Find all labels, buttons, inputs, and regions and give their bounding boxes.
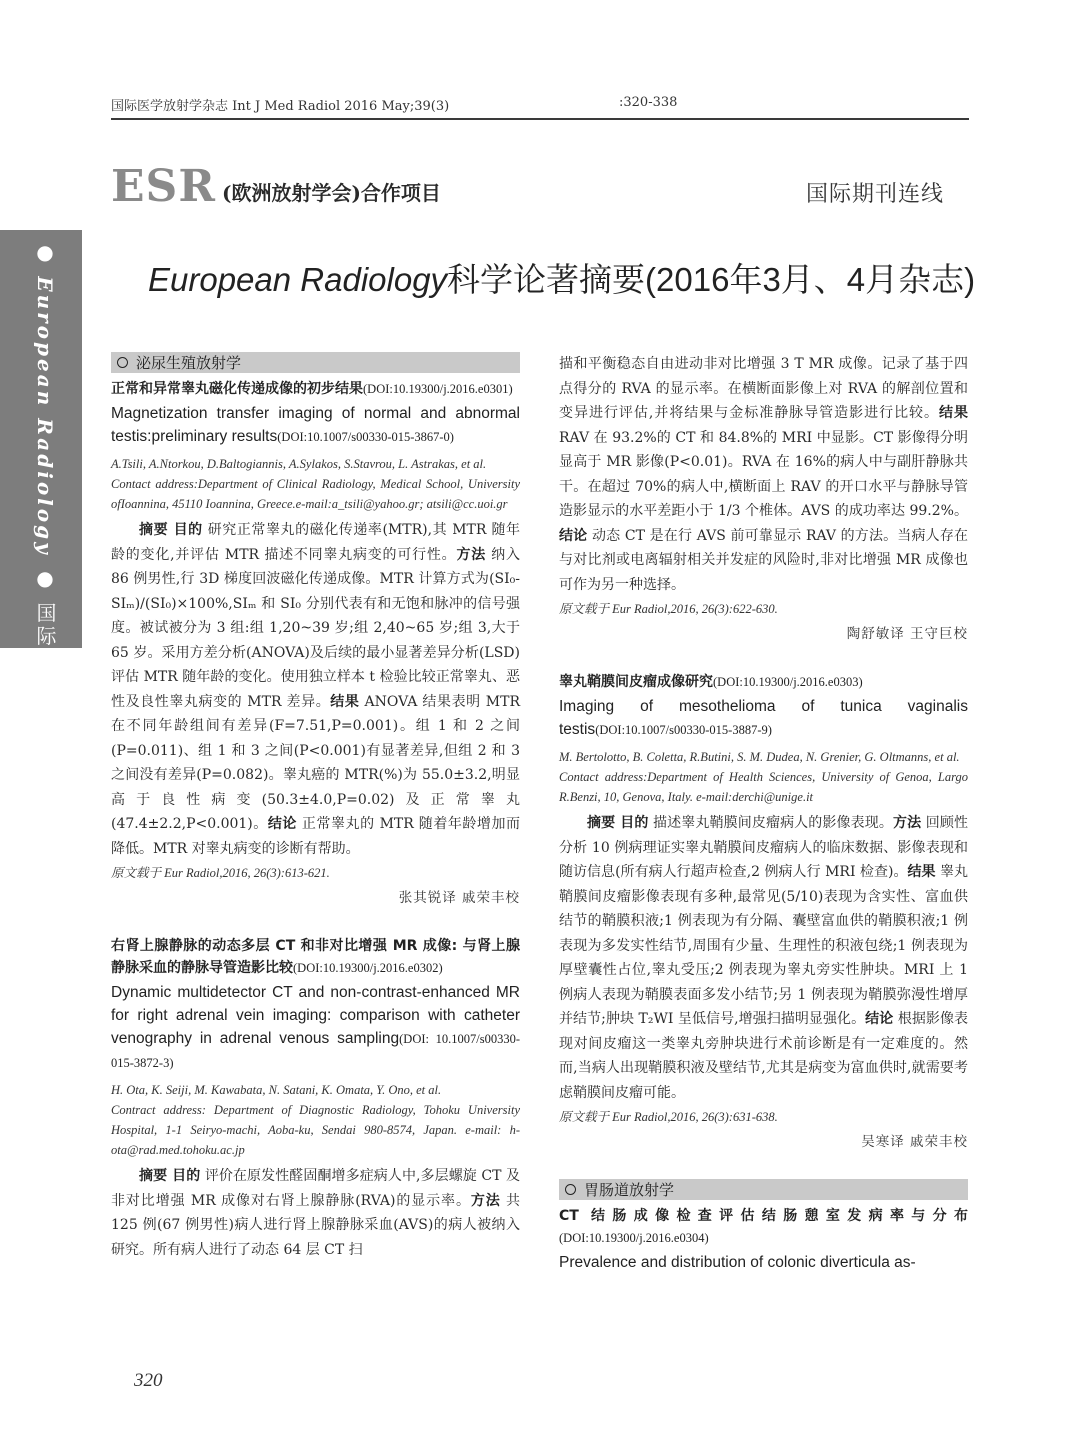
- circle-icon: [565, 1184, 576, 1195]
- article3-contact: Contact address:Department of Health Sciences, University of Genoa, Largo R.Benzi, 10, Genova, Italy. e-mail:derchi@unige.it: [559, 770, 968, 804]
- article3-doi-en: (DOI:10.1007/s00330-015-3887-9): [595, 723, 772, 737]
- article1-doi-zh: (DOI:10.19300/j.2016.e0301): [363, 382, 513, 396]
- article2-translator: 陶舒敏译 王守巨校: [846, 626, 968, 642]
- page-number: 320: [134, 1370, 163, 1391]
- page-title-italic: European Radiology: [148, 261, 448, 298]
- article1-doi-en: (DOI:10.1007/s00330-015-3867-0): [277, 430, 454, 444]
- article1-source: 原文载于 Eur Radiol,2016, 26(3):613-621.: [111, 866, 330, 880]
- article1-translator: 张其锐译 戚荣丰校: [398, 890, 520, 906]
- article1-contact: Contact address:Department of Clinical Radiology, Medical School, University ofIoannina, 45110 Ioannina, Greece.e-mail:a_tsili@yahoo.gr; atsili@cc.uoi.gr: [111, 477, 520, 511]
- circle-icon: [117, 357, 128, 368]
- article1-title-en: Magnetization transfer imaging of normal and abnormal testis:preliminary results(DOI:10.1007/s00330-015-3867-0): [111, 405, 520, 445]
- article1-abstract: 摘要 目的 研究正常睾丸的磁化传递率(MTR),其 MTR 随年龄的变化,并评估 MTR 描述不同睾丸病变的可行性。方法 纳入 86 例男性,行 3D 梯度回波磁化传递成像。MTR 计算方式为(SI₀-SIₘ)/(SI₀)×100%,SIₘ 和 SI₀ 分别代表有和无饱和脉冲的信号强度。被试被分为 3 组:组 1,20~39 岁;组 2,40~65 岁;组 3,大于 65 岁。采用方差分析(ANOVA)及后续的最小显著差异分析(LSD)评估 MTR 随年龄的变化。使用独立样本 t 检验比较正常睾丸、恶性及良性睾丸病变的 MTR 差异。结果 ANOVA 结果表明 MTR 在不同年龄组间有差异(F=7.51,P=0.001)。组 1 和 2 之间(P=0.011)、组 1 和 3 之间(P<0.001)有显著差异,但组 2 和 3 之间没有差异(P=0.082)。睾丸癌的 MTR(%)为 55.0±3.2,明显高于良性病变(50.3±4.0,P=0.02)及正常睾丸(47.4±2.2,P<0.001)。结论 正常睾丸的 MTR 随着年龄增加而降低。MTR 对睾丸病变的诊断有帮助。: [111, 522, 521, 857]
- article1-authors: A.Tsili, A.Ntorkou, D.Baltogiannis, A.Sylakos, S.Stavrou, L. Astrakas, et al.: [111, 457, 487, 471]
- article3-doi-zh: (DOI:10.19300/j.2016.e0303): [713, 675, 863, 689]
- section-header-urogenital: 泌尿生殖放射学: [111, 352, 520, 373]
- column-label: 国际期刊连线: [806, 182, 945, 207]
- page-title: [148, 254, 975, 301]
- esr-subtitle: (欧洲放射学会)合作项目: [222, 181, 441, 205]
- running-header: [111, 92, 969, 120]
- header-pages: :320-338: [619, 95, 678, 110]
- article2-title-en: Dynamic multidetector CT and non-contrast-enhanced MR for right adrenal vein imaging: comparison with catheter venography in adrenal venous sampling(DOI: 10.1007/s00330-015-3872-3): [111, 984, 521, 1070]
- article2-title-zh: 右肾上腺静脉的动态多层 CT 和非对比增强 MR 成像: 与肾上腺静脉采血的静脉导管造影比较(DOI:10.19300/j.2016.e0302): [111, 938, 520, 976]
- side-tab-zh: 国际期刊连线: [33, 602, 57, 741]
- article2-authors: H. Ota, K. Seiji, M. Kawabata, N. Satani, K. Omata, Y. Ono, et al.: [111, 1083, 442, 1097]
- esr-logo: ESR: [111, 161, 216, 212]
- right-column: [559, 352, 968, 1274]
- side-tab-en: European Radiology: [33, 276, 57, 557]
- article3-authors: M. Bertolotto, B. Coletta, R.Butini, S. M. Dudea, N. Grenier, G. Oltmanns, et al.: [559, 750, 960, 764]
- left-column: [111, 352, 520, 1262]
- article2-doi-en: (DOI: 10.1007/s00330-015-3872-3): [111, 1032, 521, 1070]
- article3-source: 原文载于 Eur Radiol,2016, 26(3):631-638.: [559, 1110, 778, 1124]
- article3-title-zh: 睾丸鞘膜间皮瘤成像研究(DOI:10.19300/j.2016.e0303): [559, 674, 863, 690]
- article2-contact: Contract address: Department of Diagnostic Radiology, Tohoku University Hospital, 1-1 Seiryo-machi, Aoba-ku, Sendai 980-8574, Japan. e-mail: h-ota@rad.med.tohoku.ac.jp: [111, 1103, 520, 1157]
- section-header-gastro: 胃肠道放射学: [559, 1179, 968, 1200]
- article3-title-en: Imaging of mesothelioma of tunica vaginalis testis(DOI:10.1007/s00330-015-3887-9): [559, 698, 968, 738]
- page-title-rest: 科学论著摘要(2016年3月、4月杂志): [447, 261, 976, 298]
- article4-title-zh: CT 结肠成像检查评估结肠憩室发病率与分布(DOI:10.19300/j.2016.e0304): [559, 1208, 968, 1245]
- article2-doi-zh: (DOI:10.19300/j.2016.e0302): [293, 961, 443, 975]
- article1-title-zh: 正常和异常睾丸磁化传递成像的初步结果(DOI:10.19300/j.2016.e0301): [111, 381, 513, 397]
- article4-title-en: Prevalence and distribution of colonic diverticula as-: [559, 1254, 916, 1271]
- article2-abstract-cont: 描和平衡稳态自由进动非对比增强 3 T MR 成像。记录了基于四点得分的 RVA 的显示率。在横断面影像上对 RVA 的解剖位置和变异进行评估,并将结果与金标准静脉导管造影进行比较。结果 RAV 在 93.2%的 CT 和 84.8%的 MRI 中显影。CT 影像得分明显高于 MR 影像(P<0.01)。RVA 在 16%的病人中与副肝静脉共干。在超过 70%的病人中,横断面上 RAV 的开口水平与静脉导管造影显示的水平差距小于 1/3 个椎体。AVS 的成功率达 99.2%。结论 动态 CT 是在行 AVS 前可靠显示 RAV 的方法。当病人存在与对比剂或电离辐射相关并发症的风险时,非对比增强 MR 成像也可作为另一种选择。: [559, 356, 968, 593]
- article3-abstract: 摘要 目的 描述睾丸鞘膜间皮瘤病人的影像表现。方法 回顾性分析 10 例病理证实睾丸鞘膜间皮瘤病人的临床数据、影像表现和随访信息(所有病人行超声检查,2 例病人行 MRI 检查)。结果 睾丸鞘膜间皮瘤影像表现有多种,最常见(5/10)表现为含实性、富血供结节的鞘膜积液;1 例表现为有分隔、囊壁富血供的鞘膜积液;1 例表现为多发实性结节,周围有少量、生理性的积液包绕;1 例表现为厚壁囊性占位,睾丸受压;2 例表现为睾丸旁实性肿块。MRI 上 1 例病人表现为鞘膜表面多发小结节;另 1 例表现为鞘膜弥漫性增厚并结节;肿块 T₂WI 呈低信号,增强扫描明显强化。结论 根据影像表现对间皮瘤这一类睾丸旁肿块进行术前诊断是有一定难度的。然而,当病人出现鞘膜积液及壁结节,尤其是病变为富血供时,就需要考虑鞘膜间皮瘤可能。: [559, 815, 969, 1101]
- article3-translator: 吴寒译 戚荣丰校: [861, 1134, 968, 1150]
- article2-abstract-start: 摘要 目的 评价在原发性醛固酮增多症病人中,多层螺旋 CT 及非对比增强 MR 成像对右肾上腺静脉(RVA)的显示率。方法 共 125 例(67 例男性)病人进行肾上腺静脉采血(AVS)的病人被纳入研究。所有病人进行了动态 64 层 CT 扫: [111, 1168, 521, 1258]
- side-tab-text: ● European Radiology ● 国际期刊连线: [33, 240, 57, 741]
- header-journal: 国际医学放射学杂志 Int J Med Radiol 2016 May;39(3): [111, 99, 450, 114]
- article2-source: 原文载于 Eur Radiol,2016, 26(3):622-630.: [559, 602, 778, 616]
- article4-doi-zh: (DOI:10.19300/j.2016.e0304): [559, 1231, 709, 1245]
